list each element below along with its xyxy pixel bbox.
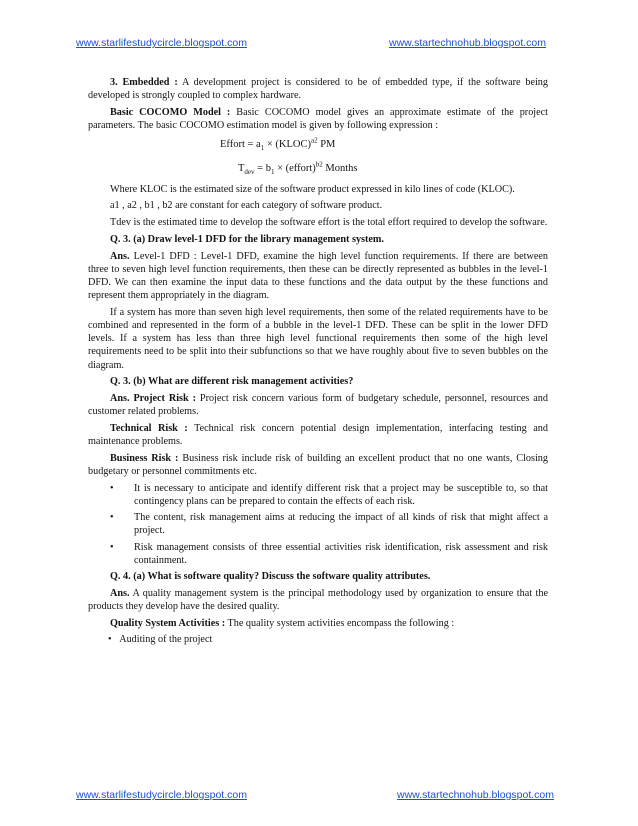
page-footer [0,789,638,805]
answer-3a-paragraph: Ans. Level-1 DFD : Level-1 DFD, examine the high level function requirements. If there are between three to seven high level function requirements, then these can be directly represented as bubbles in the level-1 DFD. We can then examine the input data to these functions and the data output by the these functions and represent them appropriately in the diagram. [88,250,548,302]
quality-activities-paragraph: Quality System Activities : The quality system activities encompass the following : [110,617,455,629]
embedded-label: 3. Embedded : [110,77,178,88]
footer-link-starlifestudycircle[interactable]: www.starlifestudycircle.blogspot.com [76,789,247,801]
tdev-paragraph [88,216,548,229]
page-header [0,37,638,53]
list-item: • The content, risk management aims at reducing the impact of all kinds of risk that might affect a project. [110,512,548,537]
answer-3a-paragraph-2: If a system has more than seven high level requirements, then some of the related requirements have to be combined and represented in the form of a bubble in the level-1 DFD. These can be split in the lower DFD levels. If a system has less than three high level functional requirements then some of the high level requirements need to be split into their subfunctions so that we have roughly about five to seven bubbles on the diagram. [88,306,548,371]
bullet-icon: • [108,634,112,646]
embedded-text: A development project is considered to be of embedded type, if the software being developed is strongly coupled to complex hardware. [88,77,548,102]
basic-cocomo-paragraph [88,106,548,132]
document-body [88,76,548,650]
bullet-icon: • [110,541,114,553]
question-4a-heading: Q. 4. (a) What is software quality? Discuss the software quality attributes. [110,571,431,582]
answer-4a-paragraph: Ans. A quality management system is the principal methodology used by organization to ensure that the products they develop have the desired quality. [88,587,549,612]
header-link-starlifestudycircle[interactable]: www.starlifestudycircle.blogspot.com [76,37,247,49]
basic-cocomo-label: Basic COCOMO Model : [110,106,231,118]
question-3b-heading: Q. 3. (b) What are different risk management activities? [110,376,354,388]
constants-paragraph: a1 , a2 , b1 , b2 are constant for each category of software product. [110,200,383,212]
list-item: • It is necessary to anticipate and identify different risk that a project may be susceptible to, so that contingency plans can be prepared to contain the effects of each risk. [110,482,548,507]
footer-link-startechnohub[interactable]: www.startechnohub.blogspot.com [397,789,555,801]
header-link-startechnohub[interactable]: www.startechnohub.blogspot.com [389,37,547,49]
question-3a-heading: Q. 3. (a) Draw level-1 DFD for the library management system. [110,233,384,245]
business-risk-paragraph: Business Risk : Business risk include risk of building an excellent product that no one wants, Closing budgetary or personnel commitments etc. [88,452,548,478]
technical-risk-paragraph: Technical Risk : Technical risk concern potential design implementation, interfacing testing and maintenance problems. [88,422,548,448]
bullet-icon: • [110,482,114,494]
tdev-text: is the estimated time to develop the software effort is the total effort required to develop the software. [130,217,548,229]
tdev-label: Tdev [110,217,131,229]
kloc-paragraph: Where KLOC is the estimated size of the software product expressed in kilo lines of code (KLOC). [110,183,515,195]
embedded-paragraph [88,76,548,102]
basic-cocomo-text: Basic COCOMO model gives an approximate estimate of the project parameters. The basic COCOMO estimation model is given by following expression : [88,106,548,132]
list-item: • Risk management consists of three essential activities risk identification, risk assessment and risk containment. [110,541,548,566]
bullet-icon: • [110,512,114,524]
auditing-bullet: • Auditing of the project [108,634,213,646]
risk-bullet-list [88,482,548,567]
tdev-formula: $T_{dev} = b_1$ × (effort)$^{b2}$ Months [238,160,358,176]
project-risk-paragraph: Ans. Project Risk : Project risk concern various form of budgetary schedule, personnel, resources and customer related problems. [88,393,548,418]
effort-formula: Effort = $a_1$ × (KLOC)$^{a2}$ PM [220,136,336,153]
